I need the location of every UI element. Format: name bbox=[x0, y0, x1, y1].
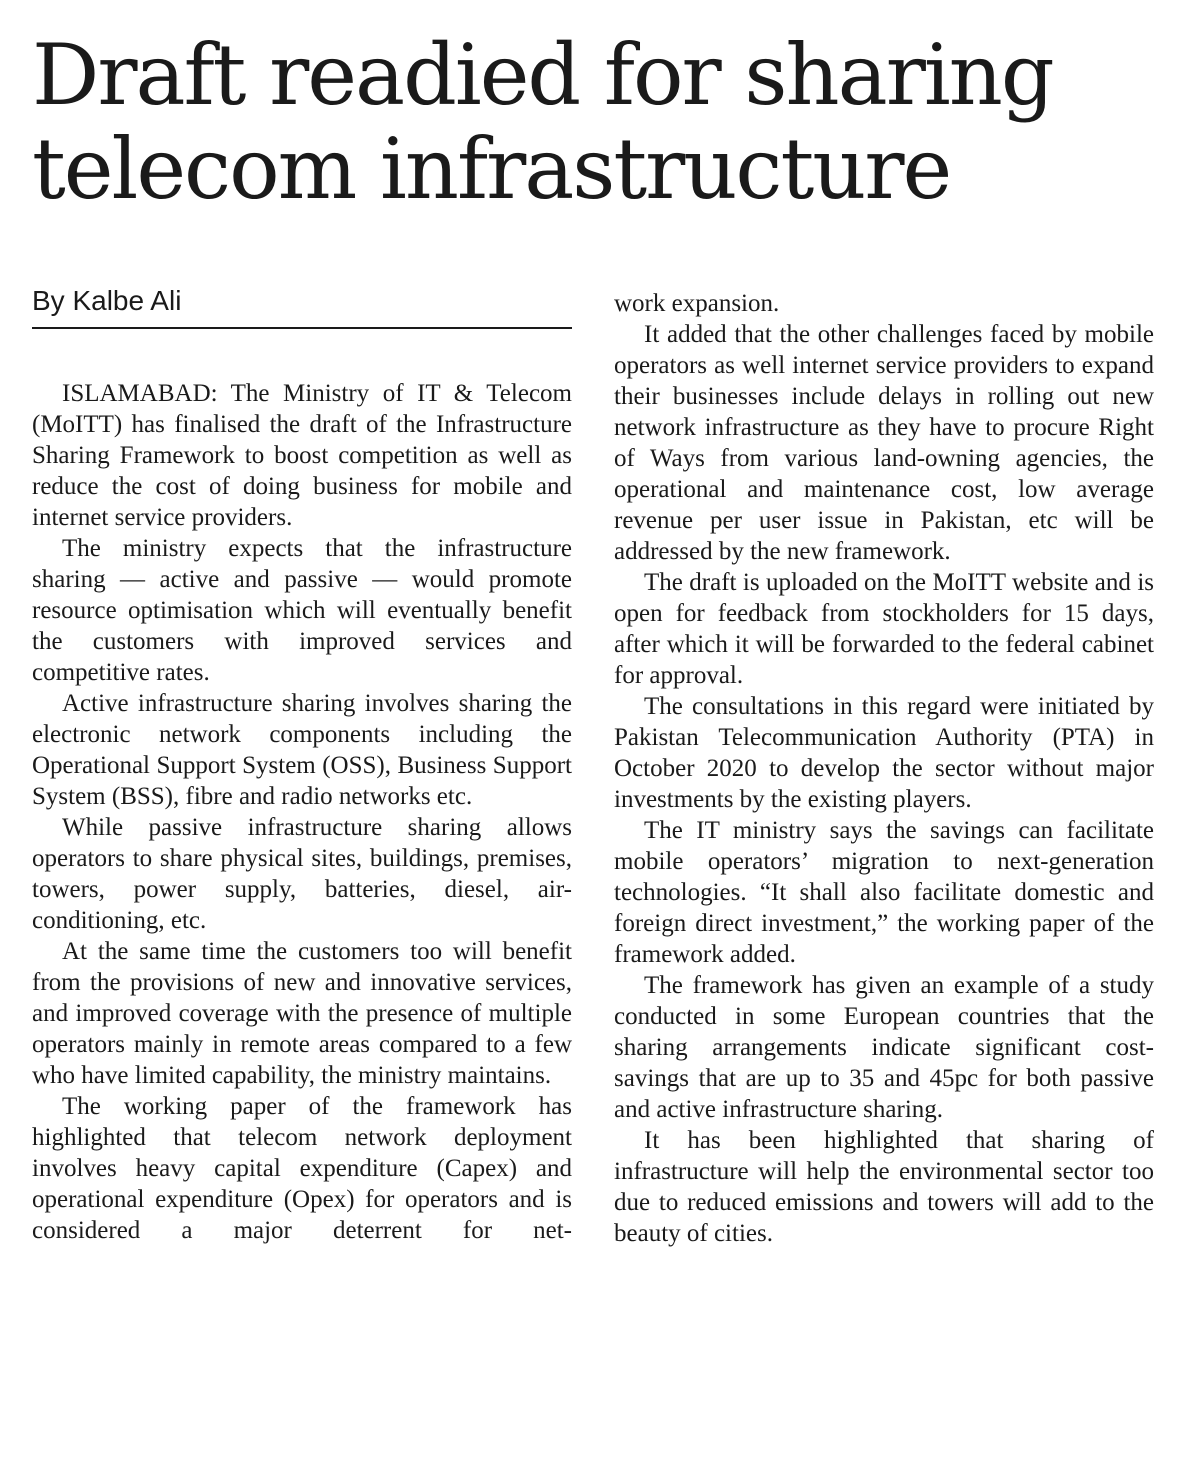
paragraph: While passive infrastructure sharing allows operators to share physical sites, buildings, premises, towers, power supply, batteries, diesel, air-conditioning, etc. bbox=[32, 814, 572, 934]
paragraph: The draft is uploaded on the MoITT website and is open for feedback from stockholders for 15 days, after which it will be forwarded to the federal cabinet for approval. bbox=[614, 569, 1154, 689]
paragraph: The ministry expects that the infrastructure sharing — active and passive — would promote resource optimisation which will eventually benefit the customers with improved services and competitive rates. bbox=[32, 535, 572, 686]
headline-line-2: telecom infrastructure bbox=[32, 120, 951, 218]
article-column-1 bbox=[32, 378, 572, 1246]
paragraph: The consultations in this regard were initiated by Pakistan Telecommunication Authority (PTA) in October 2020 to develop the sector without major investments by the existing players. bbox=[614, 693, 1154, 813]
headline-line-1: Draft readied for sharing bbox=[32, 26, 1053, 124]
paragraph: It added that the other challenges faced by mobile operators as well internet service providers to expand their businesses include delays in rolling out new network infrastructure as they have to procure Right of Ways from various land-owning agencies, the operational and maintenance cost, low average revenue per user issue in Pakistan, etc will be addressed by the new framework. bbox=[614, 321, 1154, 565]
article-column-2 bbox=[614, 288, 1154, 1249]
paragraph-continuation: work expansion. bbox=[614, 290, 780, 317]
paragraph: Active infrastructure sharing involves sharing the electronic network components including the Operational Support System (OSS), Business Support System (BSS), fibre and radio networks etc. bbox=[32, 690, 572, 810]
paragraph: It has been highlighted that sharing of infrastructure will help the environmental sector too due to reduced emissions and towers will add to the beauty of cities. bbox=[614, 1127, 1154, 1247]
paragraph: The working paper of the framework has highlighted that telecom network deployment involves heavy capital expenditure (Capex) and operational expenditure (Opex) for operators and is considered a major deterrent for net- bbox=[32, 1093, 572, 1244]
byline: By Kalbe Ali bbox=[32, 285, 182, 316]
paragraph: The framework has given an example of a study conducted in some European countries that the sharing arrangements indicate significant cost-savings that are up to 35 and 45pc for both passive and active infrastructure sharing. bbox=[614, 972, 1154, 1123]
paragraph: ISLAMABAD: The Ministry of IT & Telecom (MoITT) has finalised the draft of the Infrastructure Sharing Framework to boost competition as well as reduce the cost of doing business for mobile and internet service providers. bbox=[32, 380, 572, 531]
byline-divider bbox=[32, 327, 572, 329]
headline bbox=[32, 28, 1162, 216]
paragraph: At the same time the customers too will benefit from the provisions of new and innovative services, and improved coverage with the presence of multiple operators mainly in remote areas compared to a few who have limited capability, the ministry maintains. bbox=[32, 938, 572, 1089]
paragraph: The IT ministry says the savings can facilitate mobile operators’ migration to next-generation technologies. “It shall also facilitate domestic and foreign direct investment,” the working paper of the framework added. bbox=[614, 817, 1154, 968]
